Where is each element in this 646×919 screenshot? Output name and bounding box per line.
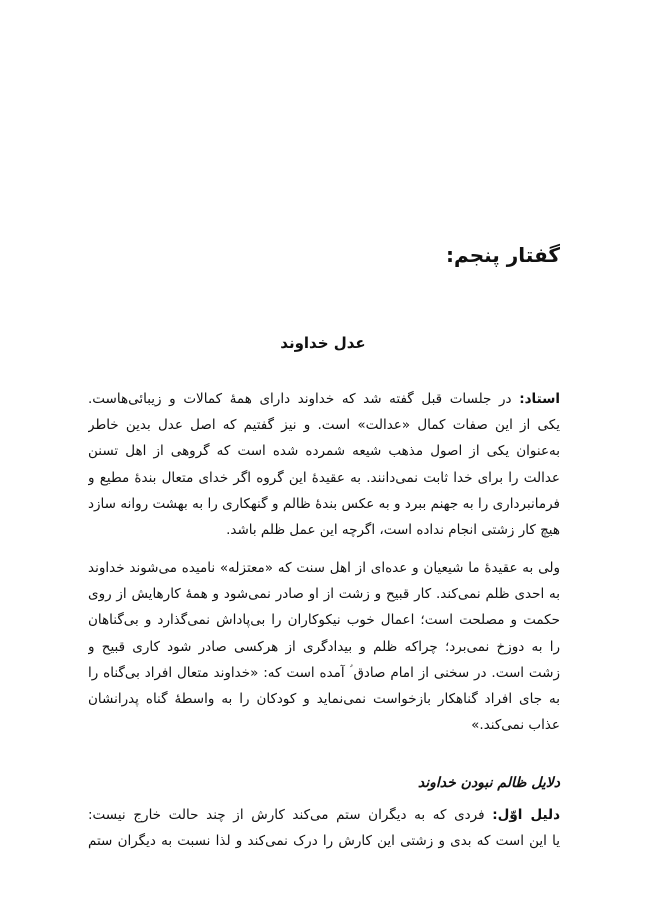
- paragraph-line: یا این است که بدی و زشتی این کارش را درک نمی‌کند و لذا نسبت به دیگران ستم: [88, 833, 560, 850]
- paragraph-line: به جای افراد گناهکار بازخواست نمی‌نماید و کودکان را به واسطهٔ گناه پدرانشان: [88, 691, 560, 708]
- speaker-label: استاد:: [519, 391, 560, 407]
- paragraph-line: حکمت و مصلحت است؛ اعمال خوب نیکوکاران را بی‌پاداش نمی‌گذارد و بی‌گناهان: [88, 612, 560, 629]
- paragraph-line: زشت است. در سخنی از امام صادق ؑ آمده است که: «خداوند متعال افراد بی‌گناه را: [88, 664, 560, 681]
- paragraph-line: یکی از این صفات کمال «عدالت» است. و نیز گفتیم که اصل عدل بدین خاطر: [88, 417, 560, 434]
- paragraph-first-reason: [88, 802, 560, 854]
- paragraph-line: دلیل اوّل: فردی که به دیگران ستم می‌کند کارش از چند حالت خارج نیست:: [88, 807, 560, 823]
- chapter-title: گفتار پنجم:: [446, 243, 560, 267]
- subheading: دلایل ظالم نبودن خداوند: [417, 775, 560, 791]
- paragraph-line: عذاب نمی‌کند.»: [471, 717, 560, 734]
- paragraph-intro: [88, 386, 560, 543]
- reason-label: دلیل اوّل:: [492, 807, 560, 823]
- paragraph-line: ولی به عقیدهٔ ما شیعیان و عده‌ای از اهل سنت که «معتزله» نامیده می‌شوند خداوند: [88, 560, 560, 576]
- paragraph-line: به احدی ظلم نمی‌کند. کار قبیح و زشت از او صادر نمی‌شود و همهٔ کارهایش از روی: [88, 586, 560, 603]
- paragraph-shia-view: [88, 555, 560, 738]
- paragraph-line: فرمانبرداری را به جهنم ببرد و به عکس بندهٔ ظالم و گنهکاری را به بهشت روانه سازد: [88, 495, 560, 512]
- paragraph-line: به‌عنوان یکی از اصول مذهب شیعه شمرده شده است که گروهی از اهل تسنن: [88, 443, 560, 460]
- paragraph-line: عدالت را برای خدا ثابت نمی‌دانند. به عقیدهٔ این گروه اگر خدای متعال بندهٔ مطیع و: [88, 469, 560, 486]
- paragraph-line: را به دوزخ نمی‌برد؛ چراکه ظلم و بیدادگری از هرکسی صادر شود کاری قبیح و: [88, 638, 560, 655]
- section-title: عدل خداوند: [280, 334, 366, 352]
- paragraph-line: هیچ کار زشتی انجام نداده است، اگرچه این عمل ظلم باشد.: [226, 522, 560, 539]
- paragraph-line: استاد: در جلسات قبل گفته شد که خداوند دارای همهٔ کمالات و زیبائی‌هاست.: [88, 391, 560, 407]
